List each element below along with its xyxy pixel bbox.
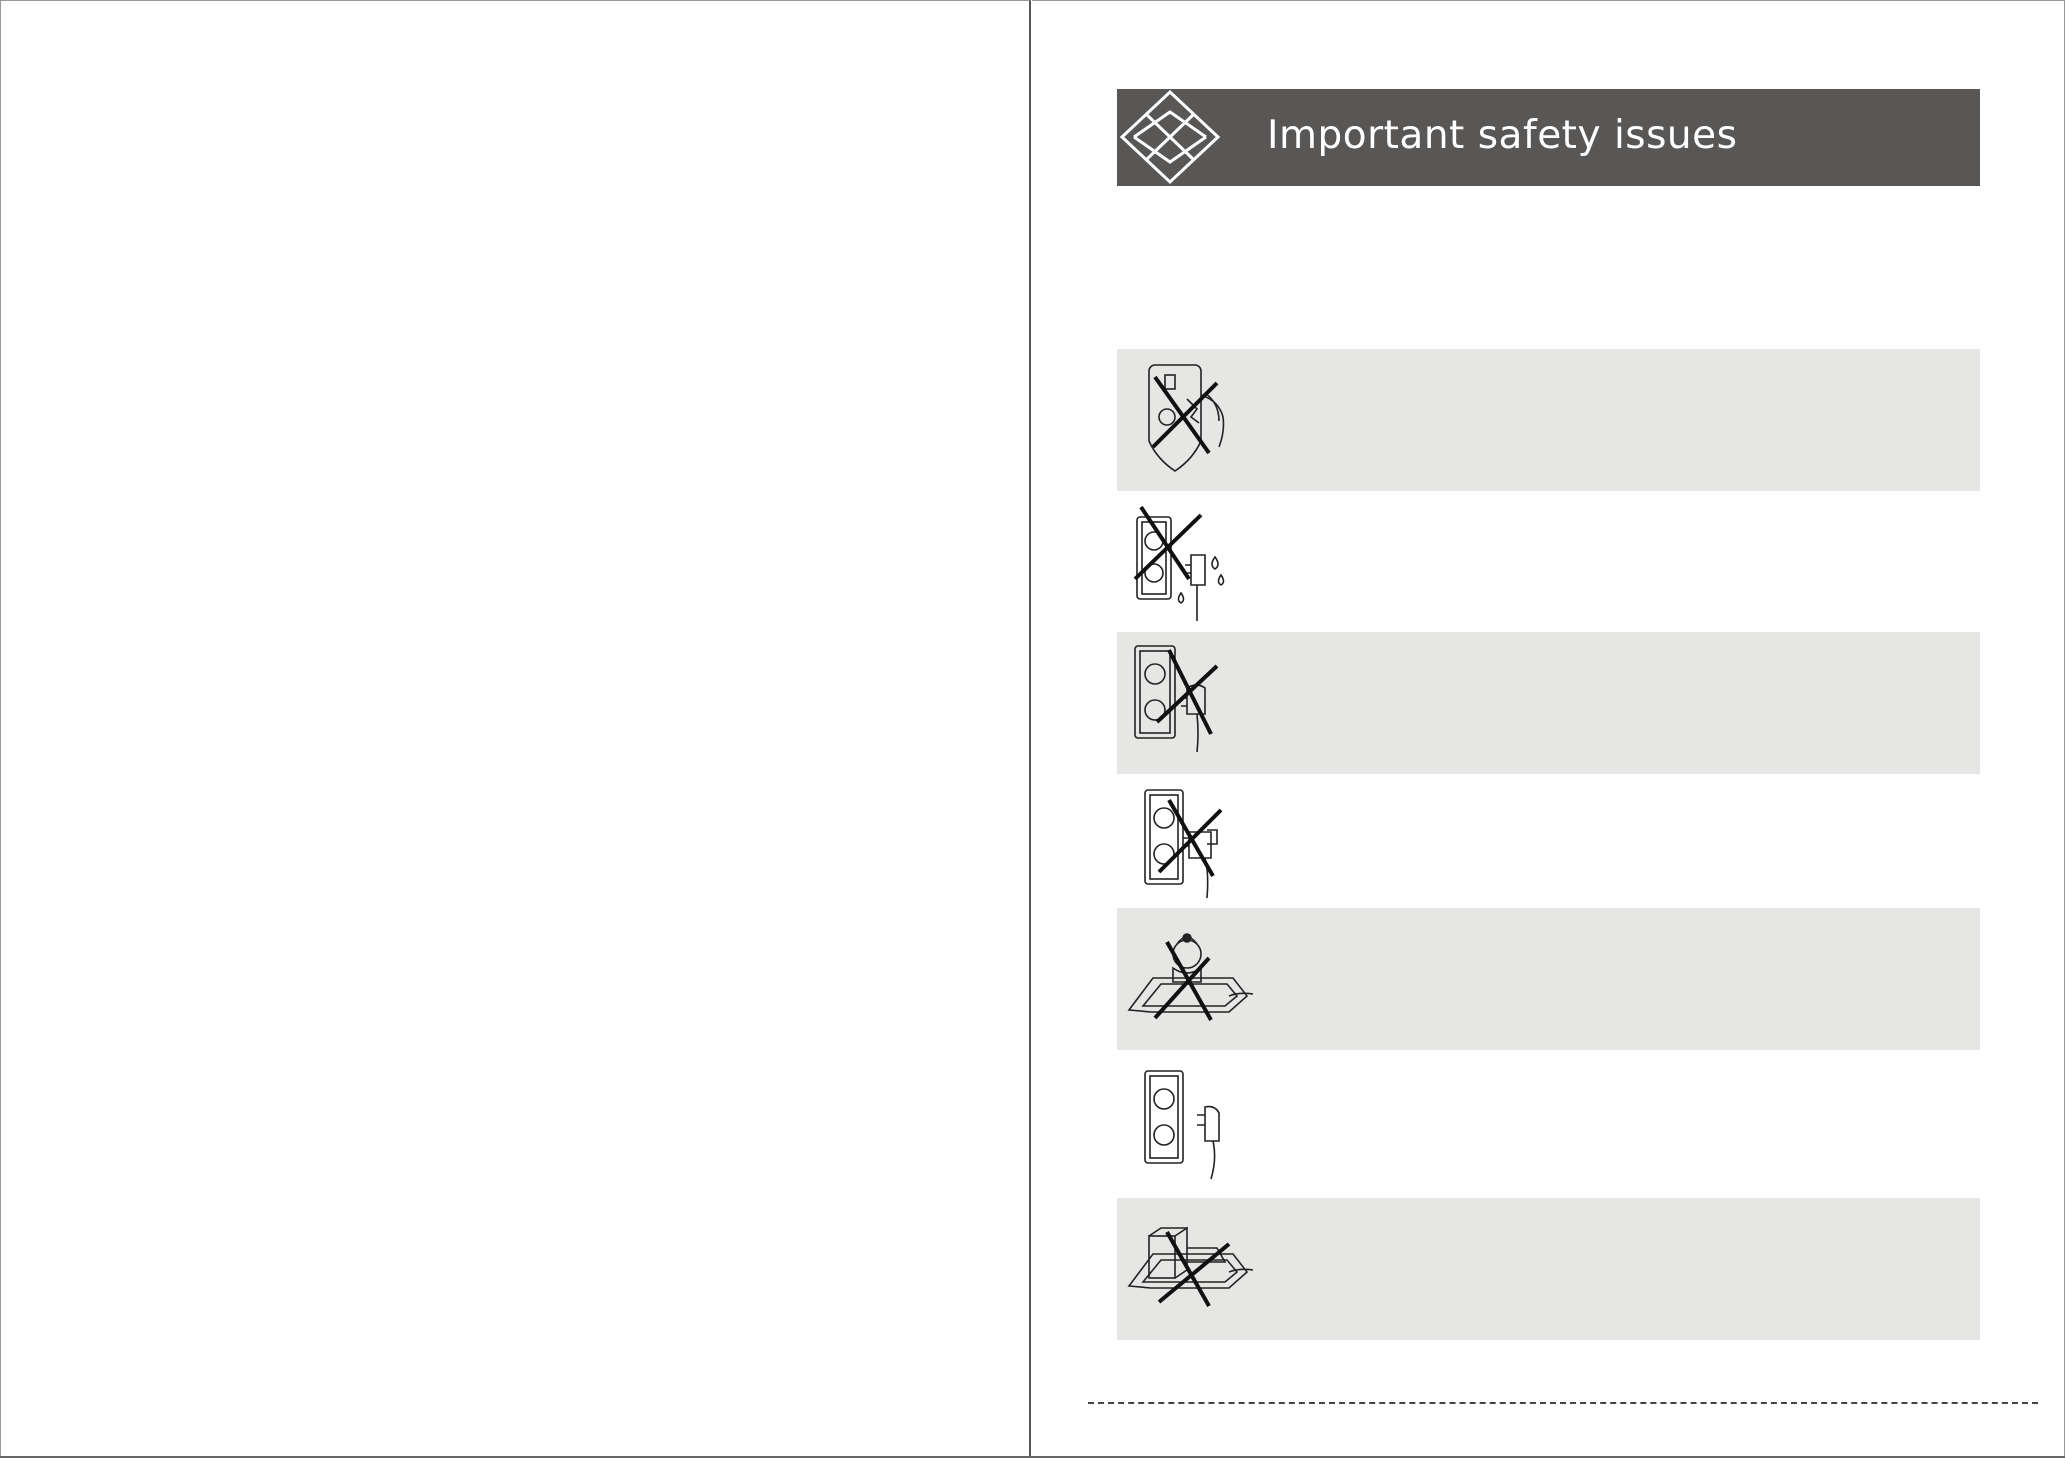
safety-item-1 bbox=[1117, 349, 1980, 491]
crossed-object-on-blanket-icon bbox=[1125, 1204, 1255, 1334]
safety-item-4 bbox=[1117, 774, 1980, 916]
crossed-damaged-plug-icon bbox=[1125, 355, 1255, 485]
left-page-blank bbox=[0, 0, 1031, 1458]
page-bottom-edge bbox=[0, 1456, 2065, 1460]
crossed-pull-cord-plug-icon bbox=[1125, 638, 1255, 768]
section-title: Important safety issues bbox=[1267, 113, 1738, 158]
right-page bbox=[1032, 0, 2065, 1458]
crossed-overloaded-socket-icon bbox=[1125, 780, 1255, 910]
diamond-lattice-logo-icon bbox=[1117, 89, 1223, 186]
safety-item-2 bbox=[1117, 491, 1980, 633]
footer-dashed-rule bbox=[1088, 1402, 2038, 1404]
crossed-child-on-blanket-icon bbox=[1125, 914, 1255, 1044]
safety-item-7 bbox=[1117, 1198, 1980, 1340]
safety-item-6 bbox=[1117, 1049, 1980, 1191]
unplug-when-not-in-use-icon bbox=[1125, 1055, 1255, 1185]
section-header bbox=[1117, 89, 1980, 186]
safety-item-5 bbox=[1117, 908, 1980, 1050]
safety-item-3 bbox=[1117, 632, 1980, 774]
crossed-wet-hands-plug-icon bbox=[1125, 497, 1255, 627]
